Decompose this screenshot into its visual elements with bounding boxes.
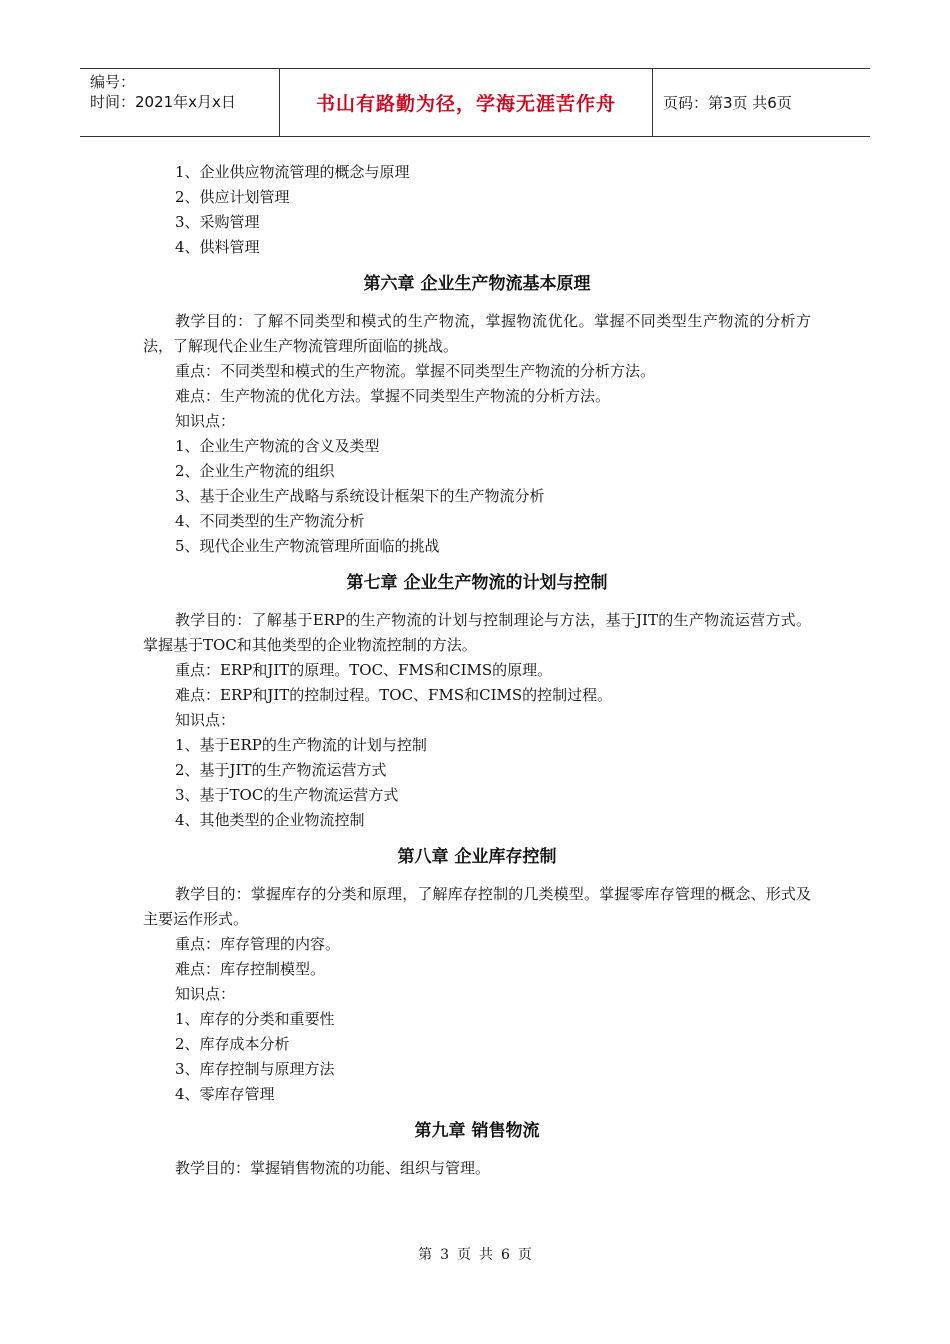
list-item: 3、基于TOC的生产物流运营方式 bbox=[175, 786, 399, 804]
chapter-6-difficulty: 难点：生产物流的优化方法。掌握不同类型生产物流的分析方法。 bbox=[175, 387, 611, 405]
footer-ye: 页 bbox=[517, 1247, 532, 1263]
list-item: 1、企业生产物流的含义及类型 bbox=[175, 437, 380, 455]
list-item: 3、基于企业生产战略与系统设计框架下的生产物流分析 bbox=[175, 487, 545, 505]
list-item: 5、现代企业生产物流管理所面临的挑战 bbox=[175, 537, 440, 555]
document-number-label: 编号： bbox=[90, 73, 136, 91]
chapter-8-knowledge-label: 知识点： bbox=[175, 985, 236, 1003]
chapter-7-goal: 教学目的：了解基于ERP的生产物流的计划与控制理论与方法，基于JIT的生产物流运营方式。掌握基于TOC和其他类型的企业物流控制的方法。 bbox=[143, 611, 811, 654]
document-body bbox=[143, 160, 811, 1181]
chapter-6-goal: 教学目的：了解不同类型和模式的生产物流，掌握物流优化。掌握不同类型生产物流的分析方法，了解现代企业生产物流管理所面临的挑战。 bbox=[143, 312, 811, 355]
list-item: 1、库存的分类和重要性 bbox=[175, 1010, 335, 1028]
chapter-6-title: 第六章 企业生产物流基本原理 bbox=[363, 274, 591, 294]
page-footer bbox=[0, 1244, 950, 1264]
chapter-7-title: 第七章 企业生产物流的计划与控制 bbox=[346, 573, 608, 593]
chapter-8-difficulty: 难点：库存控制模型。 bbox=[175, 960, 326, 978]
list-item: 2、供应计划管理 bbox=[175, 188, 290, 206]
chapter-6-knowledge-label: 知识点： bbox=[175, 412, 236, 430]
document-time-label: 时间：2021年x月x日 bbox=[90, 93, 236, 111]
list-item: 2、库存成本分析 bbox=[175, 1035, 290, 1053]
list-item: 1、企业供应物流管理的概念与原理 bbox=[175, 163, 410, 181]
list-item: 2、企业生产物流的组织 bbox=[175, 462, 335, 480]
list-item: 4、其他类型的企业物流控制 bbox=[175, 811, 365, 829]
page-header bbox=[80, 68, 870, 137]
list-item: 4、不同类型的生产物流分析 bbox=[175, 512, 365, 530]
footer-ye: 页 bbox=[457, 1247, 471, 1263]
chapter-9-goal: 教学目的：掌握销售物流的功能、组织与管理。 bbox=[175, 1159, 491, 1177]
list-item: 4、零库存管理 bbox=[175, 1085, 275, 1103]
footer-di: 第 bbox=[418, 1247, 433, 1263]
chapter-9-title: 第九章 销售物流 bbox=[414, 1121, 540, 1141]
footer-gong: 共 bbox=[479, 1247, 493, 1263]
chapter-8-goal: 教学目的：掌握库存的分类和原理，了解库存控制的几类模型。掌握零库存管理的概念、形式及主要运作形式。 bbox=[143, 885, 811, 928]
list-item: 3、采购管理 bbox=[175, 213, 260, 231]
chapter-6-key: 重点：不同类型和模式的生产物流。掌握不同类型生产物流的分析方法。 bbox=[175, 362, 656, 380]
list-item: 4、供料管理 bbox=[175, 238, 260, 256]
chapter-7-key: 重点：ERP和JIT的原理。TOC、FMS和CIMS的原理。 bbox=[175, 661, 553, 679]
footer-page-number: 3 bbox=[440, 1247, 449, 1263]
chapter-8-title: 第八章 企业库存控制 bbox=[397, 847, 557, 867]
list-item: 1、基于ERP的生产物流的计划与控制 bbox=[175, 736, 427, 754]
chapter-7-difficulty: 难点：ERP和JIT的控制过程。TOC、FMS和CIMS的控制过程。 bbox=[175, 686, 613, 704]
chapter-8-key: 重点：库存管理的内容。 bbox=[175, 935, 341, 953]
list-item: 2、基于JIT的生产物流运营方式 bbox=[175, 761, 387, 779]
chapter-7-knowledge-label: 知识点： bbox=[175, 711, 236, 729]
header-motto: 书山有路勤为径，学海无涯苦作舟 bbox=[280, 69, 653, 136]
header-meta bbox=[80, 69, 280, 136]
footer-total-pages: 6 bbox=[501, 1247, 510, 1263]
list-item: 3、库存控制与原理方法 bbox=[175, 1060, 335, 1078]
header-page-label: 页码：第3页 共6页 bbox=[663, 94, 792, 112]
